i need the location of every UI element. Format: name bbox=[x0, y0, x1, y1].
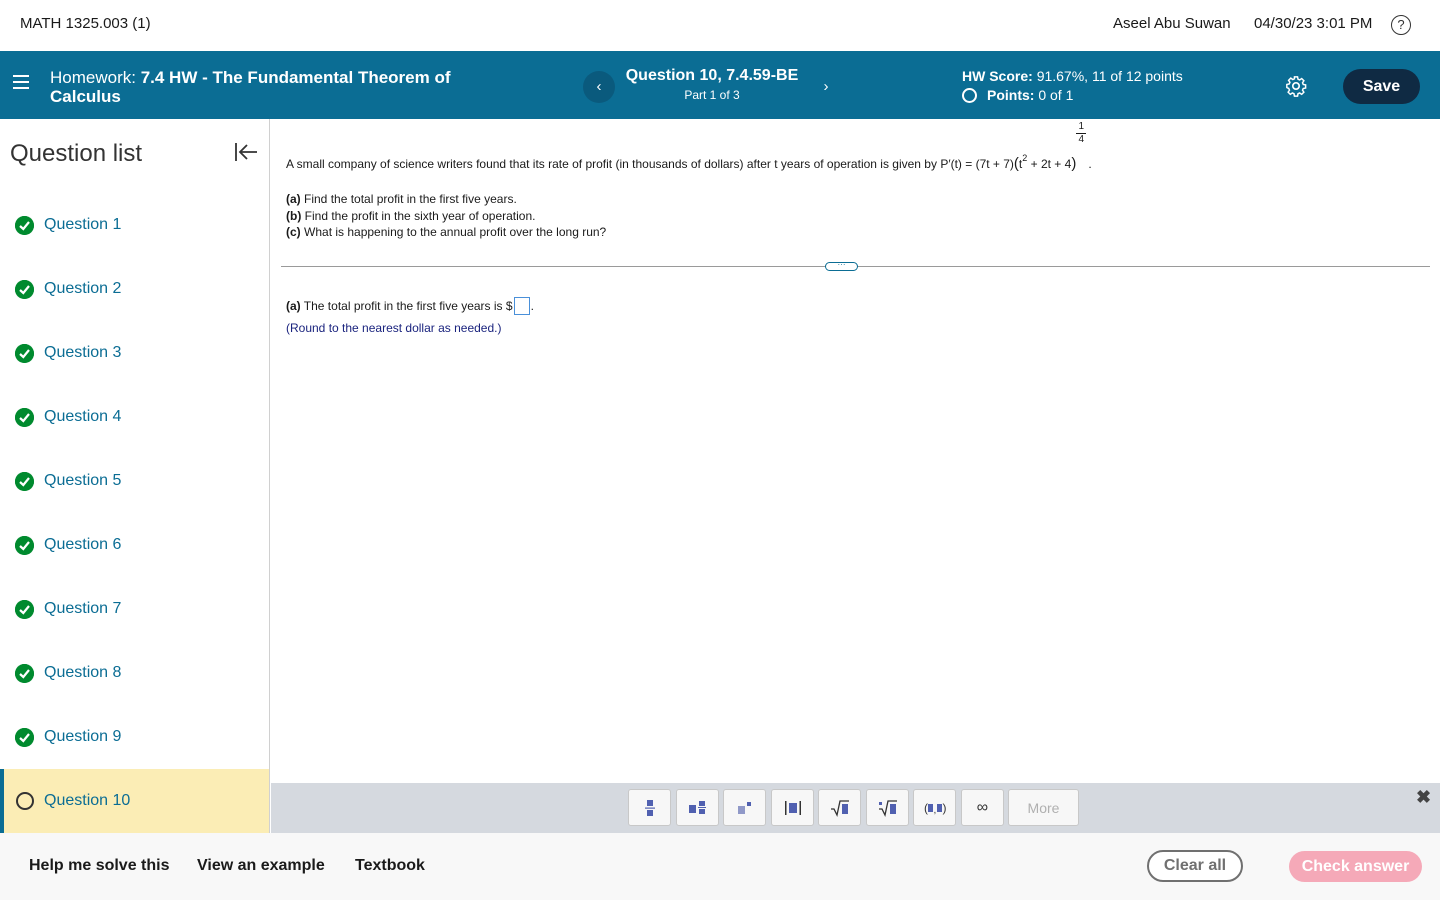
menu-icon[interactable] bbox=[13, 75, 29, 89]
question-item-label: Question 10 bbox=[44, 792, 131, 809]
answer-hint: (Round to the nearest dollar as needed.) bbox=[286, 321, 502, 335]
score-block bbox=[962, 68, 1183, 103]
answer-section: (a) The total profit in the first five years is $ . (Round to the nearest dollar as needed.) bbox=[286, 299, 534, 335]
question-item-label: Question 8 bbox=[44, 664, 122, 681]
question-item-label: Question 4 bbox=[44, 408, 122, 425]
fraction-icon bbox=[645, 799, 655, 817]
user-name: Aseel Abu Suwan bbox=[1113, 15, 1231, 32]
question-list-title: Question list bbox=[10, 140, 143, 167]
check-icon bbox=[15, 600, 34, 619]
answer-tag: (a) bbox=[286, 299, 301, 313]
question-name: Question 10, 7.4.59-BE bbox=[625, 67, 799, 84]
absolute-value-button[interactable] bbox=[771, 789, 814, 826]
question-item-1[interactable] bbox=[0, 193, 269, 257]
top-bar bbox=[0, 0, 1440, 51]
fraction-button[interactable] bbox=[628, 789, 671, 826]
answer-input[interactable] bbox=[514, 297, 530, 315]
check-icon bbox=[15, 472, 34, 491]
part-a: (a) Find the total profit in the first five years. bbox=[286, 192, 517, 206]
exponent-button[interactable] bbox=[723, 789, 766, 826]
exponent-icon bbox=[738, 802, 752, 814]
question-item-label: Question 2 bbox=[44, 280, 122, 297]
homework-prefix: Homework: bbox=[50, 68, 136, 87]
nth-root-icon bbox=[879, 800, 897, 816]
svg-text:(: ( bbox=[923, 800, 928, 815]
mixed-number-button[interactable] bbox=[676, 789, 719, 826]
hw-score-label: HW Score: bbox=[962, 68, 1033, 84]
question-item-8[interactable] bbox=[0, 641, 269, 705]
hw-score-value: 91.67%, 11 of 12 points bbox=[1036, 68, 1183, 84]
ordered-pair-icon bbox=[924, 801, 946, 815]
question-item-label: Question 7 bbox=[44, 600, 122, 617]
question-item-6[interactable] bbox=[0, 513, 269, 577]
part-b: (b) Find the profit in the sixth year of operation. bbox=[286, 208, 536, 223]
question-item-label: Question 5 bbox=[44, 472, 122, 489]
nth-root-button[interactable] bbox=[866, 789, 909, 826]
question-item-label: Question 3 bbox=[44, 344, 122, 361]
textbook-button[interactable]: Textbook bbox=[355, 857, 425, 874]
gear-icon[interactable] bbox=[1285, 75, 1307, 97]
question-content bbox=[271, 119, 1440, 783]
ordered-pair-button[interactable] bbox=[913, 789, 956, 826]
points-label: Points: bbox=[987, 87, 1035, 103]
check-icon bbox=[15, 536, 34, 555]
formula: $(t^2 + 2t + 4)$ 1 4 bbox=[1014, 153, 1076, 172]
check-icon bbox=[15, 280, 34, 299]
infinity-button[interactable]: ∞ bbox=[961, 789, 1004, 826]
question-item-4[interactable] bbox=[0, 385, 269, 449]
check-icon bbox=[15, 408, 34, 427]
question-item-5[interactable] bbox=[0, 449, 269, 513]
resize-handle[interactable]: ··· bbox=[825, 262, 858, 271]
problem-intro: A small company of science writers found that its rate of profit (in thousands of dollars) after t years of operation is given by P′(t) = (7t + 7) bbox=[286, 157, 1014, 171]
absolute-value-icon bbox=[785, 801, 801, 815]
bottom-action-bar bbox=[0, 833, 1440, 900]
question-item-7[interactable] bbox=[0, 577, 269, 641]
math-palette bbox=[271, 783, 1440, 833]
answer-prompt: The total profit in the first five years is $ bbox=[303, 299, 513, 313]
save-button[interactable]: Save bbox=[1343, 69, 1420, 104]
question-part: Part 1 of 3 bbox=[684, 88, 740, 102]
homework-title bbox=[50, 68, 490, 106]
mixed-number-icon bbox=[689, 801, 707, 815]
svg-text:): ) bbox=[942, 800, 946, 815]
question-item-label: Question 9 bbox=[44, 728, 122, 745]
problem-parts bbox=[286, 191, 1406, 241]
check-icon bbox=[15, 728, 34, 747]
clear-all-button[interactable]: Clear all bbox=[1147, 850, 1243, 882]
part-c: (c) What is happening to the annual profit over the long run? bbox=[286, 225, 607, 239]
square-root-button[interactable] bbox=[818, 789, 861, 826]
question-item-2[interactable] bbox=[0, 257, 269, 321]
question-item-label: Question 1 bbox=[44, 216, 122, 233]
check-icon bbox=[15, 344, 34, 363]
check-answer-button[interactable]: Check answer bbox=[1289, 851, 1422, 882]
points-status-icon bbox=[962, 88, 977, 103]
more-button[interactable]: More bbox=[1008, 789, 1079, 826]
previous-question-button[interactable]: ‹ bbox=[583, 71, 615, 103]
question-item-9[interactable] bbox=[0, 705, 269, 769]
question-item-3[interactable] bbox=[0, 321, 269, 385]
help-me-solve-button[interactable]: Help me solve this bbox=[29, 857, 170, 874]
view-example-button[interactable]: View an example bbox=[197, 857, 325, 874]
square-root-icon bbox=[831, 800, 849, 816]
close-palette-icon[interactable]: ✖ bbox=[1416, 787, 1432, 807]
problem-statement: A small company of science writers found that its rate of profit (in thousands of dollars) after t years of operation is given by $P'(t) = (7t + 7)(t^2 + 2t + 4)$ 1 4 . (a) Find the total profit in the first five years. (b) Find the profit in the sixth year of operation. (c) What is happening to the annual profit over the long run? bbox=[286, 153, 1406, 241]
points-value: 0 of 1 bbox=[1038, 87, 1074, 103]
exponent-fraction: 1 4 bbox=[1076, 121, 1086, 146]
check-icon bbox=[15, 216, 34, 235]
homework-header bbox=[0, 51, 1440, 119]
question-item-label: Question 6 bbox=[44, 536, 122, 553]
datetime: 04/30/23 3:01 PM bbox=[1254, 15, 1373, 32]
next-question-button[interactable]: › bbox=[823, 78, 829, 95]
course-title: MATH 1325.003 (1) bbox=[20, 15, 151, 32]
homework-name: 7.4 HW - The Fundamental Theorem of Calculus bbox=[50, 68, 451, 106]
collapse-sidebar-icon[interactable] bbox=[234, 141, 258, 163]
question-list-sidebar bbox=[0, 119, 270, 833]
check-icon bbox=[15, 664, 34, 683]
help-icon[interactable]: ? bbox=[1391, 15, 1411, 35]
incomplete-circle-icon bbox=[16, 792, 34, 810]
question-info bbox=[612, 67, 812, 102]
svg-text:,: , bbox=[933, 804, 936, 816]
question-item-10[interactable] bbox=[0, 769, 269, 833]
